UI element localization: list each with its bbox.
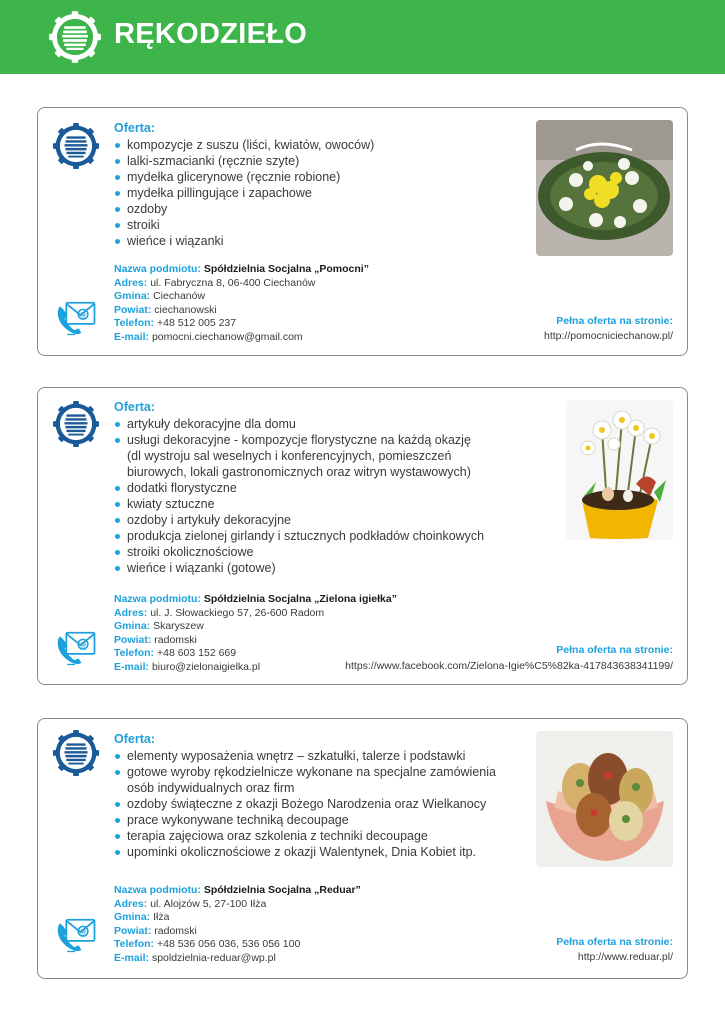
gmina-label: Gmina: (114, 620, 151, 632)
list-item: prace wykonywane techniką decoupage (114, 812, 496, 828)
offer-list (114, 137, 374, 249)
offer-heading: Oferta: (114, 732, 155, 746)
phone-value: +48 512 005 237 (156, 317, 237, 329)
powiat-value: ciechanowski (154, 303, 217, 316)
powiat-label: Powiat: (114, 633, 152, 646)
phone-label: Telefon: (114, 317, 155, 329)
entry-card-zielona-igielka (37, 387, 688, 685)
list-item: produkcja zielonej girlandy i sztucznych podkładów choinkowych (114, 528, 484, 544)
list-item (114, 432, 484, 480)
list-item-text-continued: biurowych, lokali gastronomicznych oraz witryn wystawowych) (127, 465, 471, 479)
page-header (0, 0, 725, 74)
list-item: ozdoby i artykuły dekoracyjne (114, 512, 484, 528)
list-item: terapia zajęciowa oraz szkolenia z techniki decoupage (114, 828, 496, 844)
list-item: wieńce i wiązanki (gotowe) (114, 560, 484, 576)
powiat-label: Powiat: (114, 303, 152, 316)
gmina-value: Ciechanów (153, 290, 206, 302)
phone-value: +48 603 152 669 (156, 647, 237, 659)
easter-decoration-image (566, 400, 673, 540)
list-item: ozdoby świąteczne z okazji Bożego Narodzenia oraz Wielkanocy (114, 796, 496, 812)
offer-heading: Oferta: (114, 400, 155, 414)
list-item: ozdoby (114, 201, 374, 217)
contact-details (114, 263, 369, 344)
list-item: stroiki (114, 217, 374, 233)
address-value: ul. Alojzów 5, 27-100 Iłża (150, 897, 267, 910)
powiat-value: radomski (154, 924, 197, 937)
powiat-value: radomski (154, 633, 197, 646)
name-label: Nazwa podmiotu: (114, 884, 201, 896)
page-title: RĘKODZIEŁO (114, 18, 308, 50)
list-item: dodatki florystyczne (114, 480, 484, 496)
name-label: Nazwa podmiotu: (114, 593, 201, 605)
email-value: spoldzielnia-reduar@wp.pl (151, 951, 276, 964)
full-offer-label: Pełna oferta na stronie: (556, 644, 673, 656)
offer-list (114, 748, 496, 860)
list-item: lalki-szmacianki (ręcznie szyte) (114, 153, 374, 169)
address-value: ul. J. Słowackiego 57, 26-600 Radom (150, 606, 325, 619)
full-offer-label: Pełna oferta na stronie: (556, 315, 673, 327)
gmina-value: Skaryszew (153, 620, 204, 632)
gmina-label: Gmina: (114, 290, 151, 302)
website-link[interactable]: https://www.facebook.com/Zielona-Igie%C5%82ka-417843638341199/ (345, 660, 673, 672)
gear-cog-logo-icon (52, 729, 100, 777)
email-label: E-mail: (114, 660, 150, 673)
gear-cog-logo-icon (52, 122, 100, 170)
email-value: biuro@zielonaigielka.pl (151, 660, 261, 673)
offer-list (114, 416, 484, 576)
full-offer-label: Pełna oferta na stronie: (556, 936, 673, 948)
powiat-label: Powiat: (114, 924, 152, 937)
phone-label: Telefon: (114, 647, 155, 659)
product-photo-dried-flower-arrangement (536, 120, 673, 256)
list-item: artykuły dekoracyjne dla domu (114, 416, 484, 432)
email-label: E-mail: (114, 951, 150, 964)
website-link[interactable]: http://pomocniciechanow.pl/ (544, 330, 673, 342)
flower-arrangement-image (536, 120, 673, 256)
list-item: mydełka glicerynowe (ręcznie robione) (114, 169, 374, 185)
entry-card-reduar (37, 718, 688, 979)
address-label: Adres: (114, 606, 148, 619)
phone-label: Telefon: (114, 938, 155, 950)
address-value: ul. Fabryczna 8, 06-400 Ciechanów (150, 276, 316, 289)
address-label: Adres: (114, 276, 148, 289)
decoupage-eggs-image (536, 731, 673, 867)
envelope-phone-email-icon (54, 911, 98, 955)
entry-card-pomocni (37, 107, 688, 356)
address-label: Adres: (114, 897, 148, 910)
list-item-text: gotowe wyroby rękodzielnicze wykonane na specjalne zamówienia (127, 765, 496, 779)
list-item: kwiaty sztuczne (114, 496, 484, 512)
name-label: Nazwa podmiotu: (114, 263, 201, 275)
contact-details (114, 884, 361, 965)
phone-value: +48 536 056 036, 536 056 100 (156, 938, 301, 950)
organization-name: Spółdzielnia Socjalna „Reduar” (203, 884, 361, 896)
list-item-text: usługi dekoracyjne - kompozycje florystyczne na każdą okazję (127, 433, 471, 447)
email-value: pomocni.ciechanow@gmail.com (151, 330, 303, 343)
email-label: E-mail: (114, 330, 150, 343)
offer-heading: Oferta: (114, 121, 155, 135)
list-item-text-continued: (dl wystroju sal weselnych i konferencyjnych, pomieszczeń (127, 449, 452, 463)
list-item-text-continued: osób indywidualnych oraz firm (127, 781, 295, 795)
list-item: kompozycje z suszu (liści, kwiatów, owoców) (114, 137, 374, 153)
organization-name: Spółdzielnia Socjalna „Zielona igiełka” (203, 593, 397, 605)
list-item (114, 764, 496, 796)
gear-cog-logo-icon (48, 10, 102, 64)
list-item: elementy wyposażenia wnętrz – szkatułki, talerze i podstawki (114, 748, 496, 764)
list-item: upominki okolicznościowe z okazji Walentynek, Dnia Kobiet itp. (114, 844, 496, 860)
list-item: stroiki okolicznościowe (114, 544, 484, 560)
list-item: wieńce i wiązanki (114, 233, 374, 249)
envelope-phone-email-icon (54, 294, 98, 338)
envelope-phone-email-icon (54, 624, 98, 668)
organization-name: Spółdzielnia Socjalna „Pomocni” (203, 263, 369, 275)
gmina-label: Gmina: (114, 911, 151, 923)
gmina-value: Iłża (153, 911, 170, 923)
gear-cog-logo-icon (52, 400, 100, 448)
list-item: mydełka pillingujące i zapachowe (114, 185, 374, 201)
product-photo-easter-decoration (566, 400, 673, 540)
website-link[interactable]: http://www.reduar.pl/ (577, 951, 673, 963)
product-photo-decoupage-easter-eggs (536, 731, 673, 867)
